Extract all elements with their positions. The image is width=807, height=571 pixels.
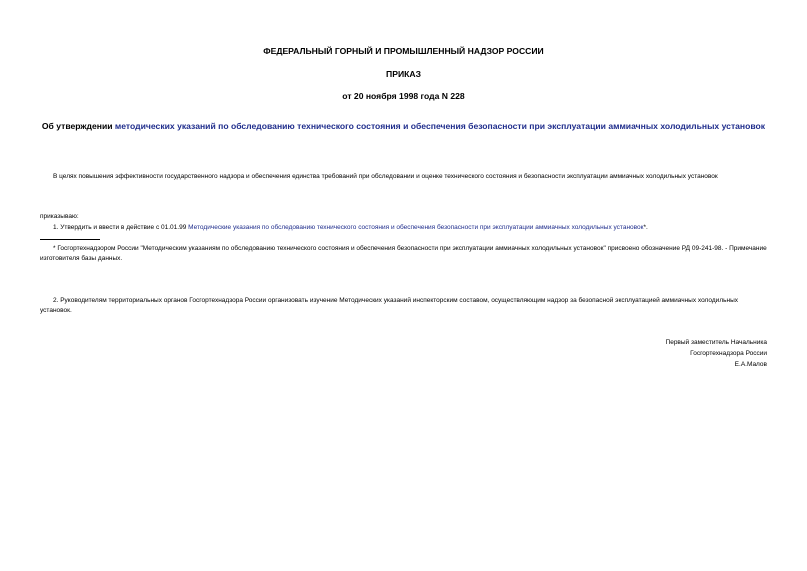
document-type: ПРИКАЗ [386, 69, 421, 79]
document-date-number: от 20 ноября 1998 года N 228 [342, 91, 465, 101]
item-2-paragraph: 2. Руководителям территориальных органов Госгортехнадзора России организовать изучение Методических указаний инспекторским составом, осуществляющим надзор за безопасной эксплуатацией аммиачных холодильных установок. [40, 297, 739, 314]
agency-name: ФЕДЕРАЛЬНЫЙ ГОРНЫЙ И ПРОМЫШЛЕННЫЙ НАДЗОР РОССИИ [263, 46, 544, 56]
item-1-paragraph [40, 223, 767, 233]
order-word: приказываю: [40, 213, 79, 220]
document-title [40, 121, 767, 132]
preamble-paragraph: В целях повышения эффективности государственного надзора и обеспечения единства требований при обследовании и оценке технического состояния и безопасности эксплуатации аммиачных холодильных установок [53, 173, 718, 180]
title-link[interactable]: методических указаний по обследованию технического состояния и обеспечения безопасности при эксплуатации аммиачных холодильных установок [114, 121, 766, 131]
signatory-position-line-2: Госгортехнадзора России [690, 350, 767, 357]
footnote-divider [40, 239, 100, 240]
footnote-paragraph: * Госгортехнадзором России "Методическим указаниям по обследованию технического состояния и обеспечения безопасности при эксплуатации аммиачных холодильных установок" присвоено обозначение РД 09-241-98. - Примечание изготовителя базы данных. [40, 245, 767, 262]
item-1-link[interactable]: Методические указания по обследованию технического состояния и обеспечения безопасности при эксплуатации аммиачных холодильных установок [188, 224, 644, 231]
title-prefix: Об утверждении [41, 121, 115, 131]
signatory-position-line-1: Первый заместитель Начальника [665, 339, 767, 346]
item-1-suffix: *. [643, 224, 648, 231]
item-1-prefix: 1. Утвердить и ввести в действие с 01.01.99 [53, 224, 189, 231]
signatory-name: Е.А.Малов [734, 361, 767, 368]
